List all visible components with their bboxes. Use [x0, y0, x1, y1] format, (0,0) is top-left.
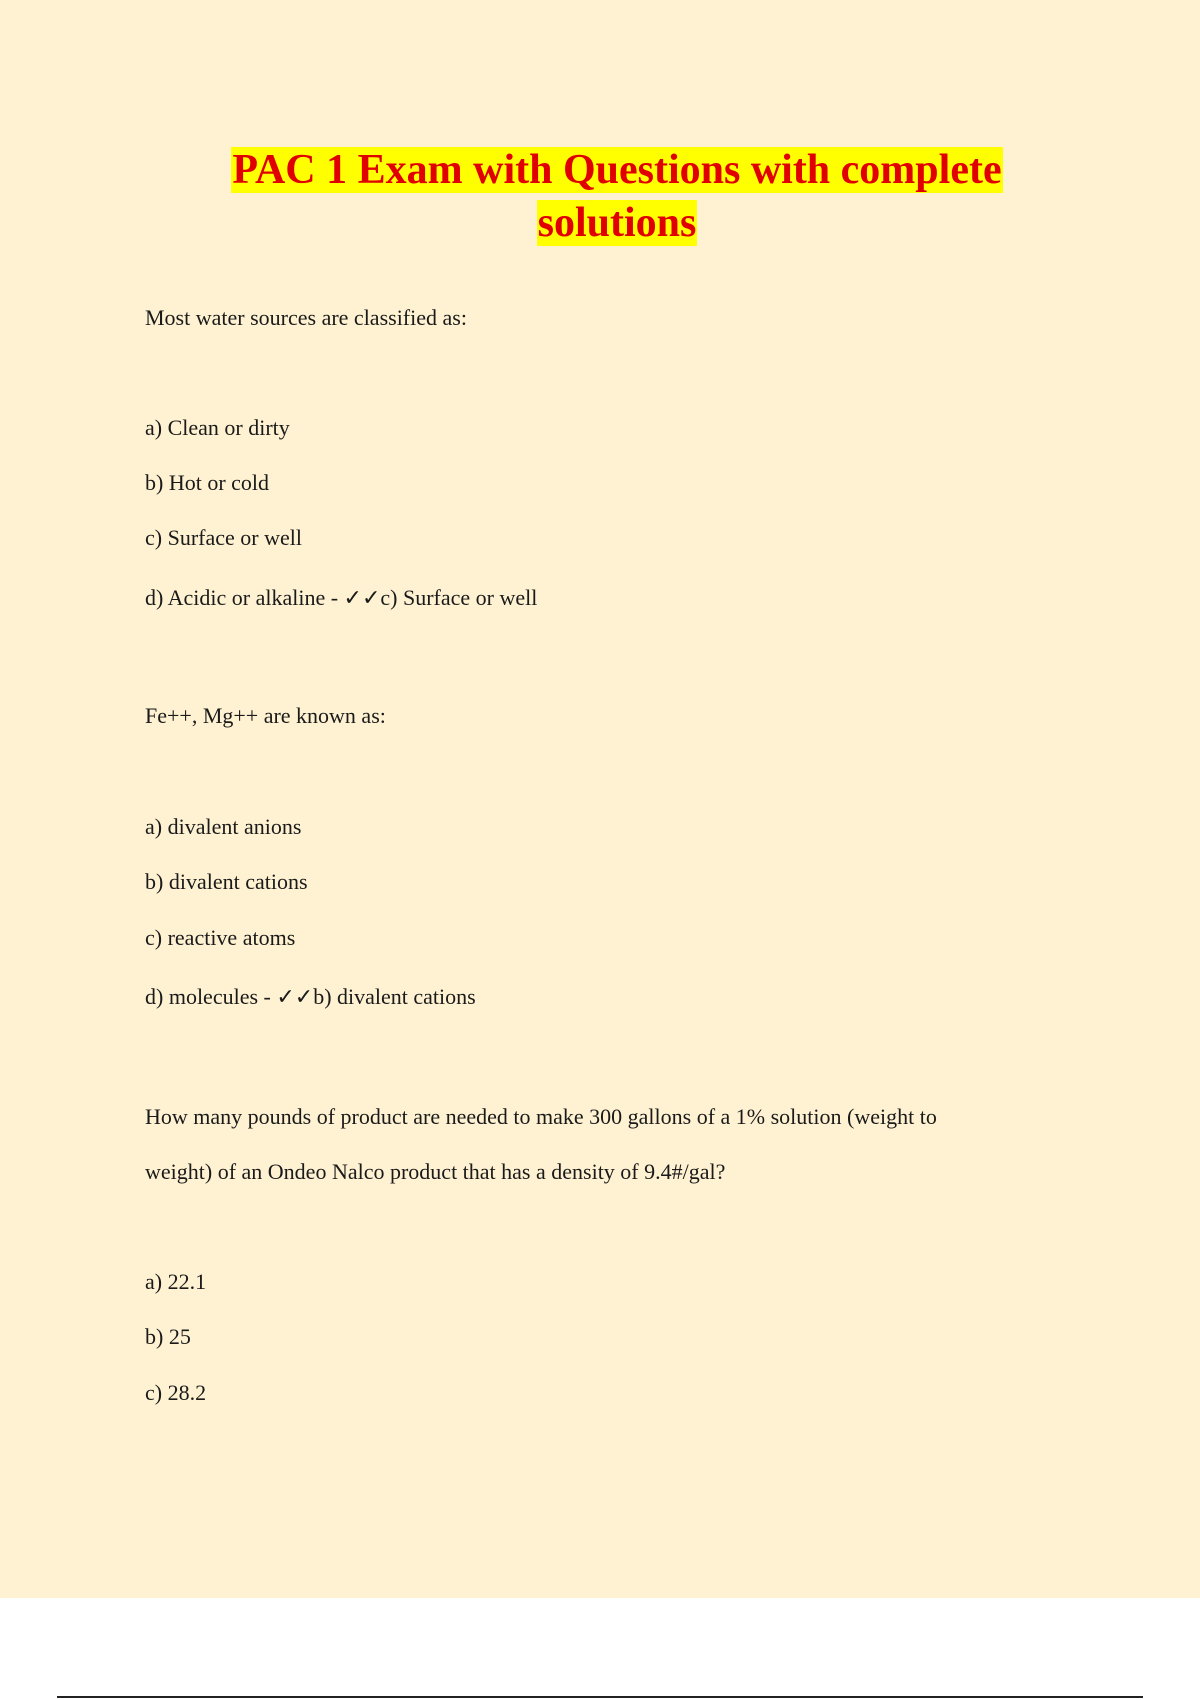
- question-3-option-c: c) 28.2: [145, 1380, 207, 1405]
- question-1-option-c: c) Surface or well: [145, 525, 302, 550]
- question-2-option-b: b) divalent cations: [145, 869, 308, 894]
- question-2-prompt: Fe++, Mg++ are known as:: [145, 703, 386, 728]
- question-1-prompt: Most water sources are classified as:: [145, 305, 467, 330]
- question-1-option-b: b) Hot or cold: [145, 470, 270, 495]
- question-3-option-b: b) 25: [145, 1324, 191, 1349]
- document-title: [0, 144, 1200, 250]
- footer-divider: [57, 1696, 1143, 1698]
- question-2-option-d-with-answer: d) molecules - ✓✓b) divalent cations: [145, 984, 476, 1009]
- title-line-2: solutions: [537, 200, 697, 246]
- question-1-option-d-with-answer: d) Acidic or alkaline - ✓✓c) Surface or well: [145, 585, 538, 610]
- question-1-option-a: a) Clean or dirty: [145, 415, 290, 440]
- question-3-option-a: a) 22.1: [145, 1269, 207, 1294]
- question-2-option-c: c) reactive atoms: [145, 925, 296, 950]
- question-3-prompt-line-1: How many pounds of product are needed to make 300 gallons of a 1% solution (weight to: [145, 1104, 937, 1129]
- question-3-prompt-line-2: weight) of an Ondeo Nalco product that has a density of 9.4#/gal?: [145, 1159, 726, 1184]
- question-2-option-a: a) divalent anions: [145, 814, 302, 839]
- title-line-1: PAC 1 Exam with Questions with complete: [232, 147, 1002, 193]
